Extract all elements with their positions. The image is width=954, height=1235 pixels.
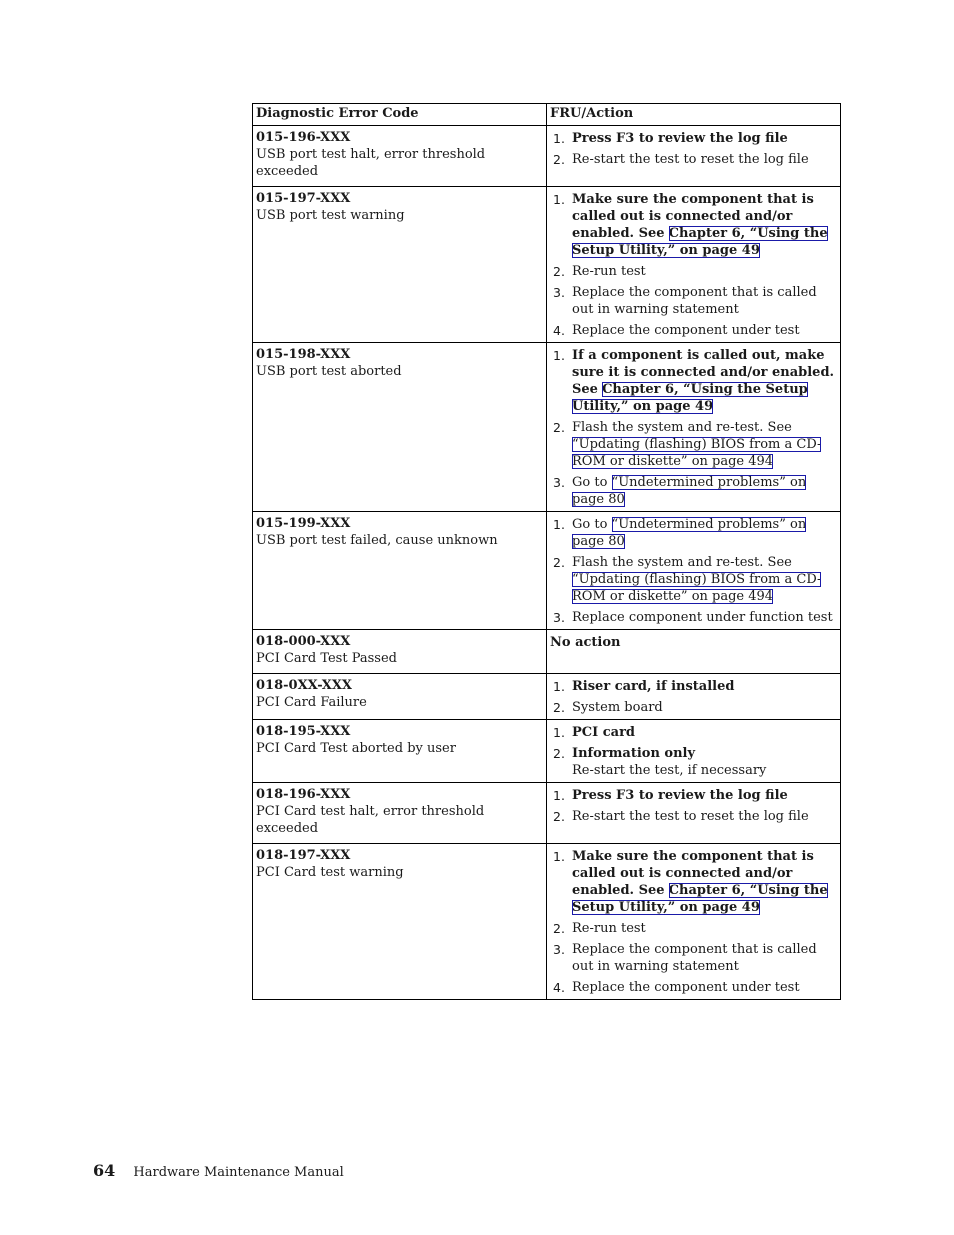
fru-action-cell xyxy=(547,674,841,720)
step-plain-text: Replace the component that is called out in warning statement xyxy=(572,285,817,317)
list-item xyxy=(550,678,836,695)
list-item xyxy=(550,724,836,741)
cross-reference-link[interactable]: Chapter 6, “Using the Setup Utility,” on page 49 xyxy=(572,883,828,915)
step-subtext: Re-start the test, if necessary xyxy=(572,763,767,778)
error-description: PCI Card test halt, error threshold exceeded xyxy=(256,804,485,836)
step-number: 2. xyxy=(553,555,565,570)
step-plain-text: Go to xyxy=(572,475,608,490)
cross-reference-link[interactable]: Chapter 6, “Using the Setup Utility,” on page 49 xyxy=(572,226,828,258)
step-plain-text: Replace the component that is called out in warning statement xyxy=(572,942,817,974)
step-plain-text: Go to xyxy=(572,517,608,532)
step-number: 1. xyxy=(553,517,565,532)
step-bold-text: Make sure the component that is called out is connected and/or enabled. See xyxy=(572,192,814,241)
step-number: 2. xyxy=(553,152,565,167)
step-text xyxy=(572,284,836,318)
page-footer xyxy=(93,1161,344,1180)
step-number: 3. xyxy=(553,610,565,625)
table-row xyxy=(253,783,841,844)
error-description: USB port test warning xyxy=(256,208,405,223)
action-steps xyxy=(550,848,836,996)
step-plain-text: Re-run test xyxy=(572,921,646,936)
error-code-cell xyxy=(253,126,547,187)
error-code: 015-198-XXX xyxy=(256,347,351,362)
error-code-cell xyxy=(253,720,547,783)
step-text xyxy=(572,554,836,605)
step-text xyxy=(572,130,836,147)
step-bold-text: Press F3 to review the log file xyxy=(572,131,788,146)
error-code: 018-000-XXX xyxy=(256,634,351,649)
list-item xyxy=(550,745,836,779)
error-description: USB port test aborted xyxy=(256,364,402,379)
list-item xyxy=(550,263,836,280)
list-item xyxy=(550,419,836,470)
error-description: USB port test halt, error threshold exceeded xyxy=(256,147,486,179)
error-code-cell xyxy=(253,187,547,343)
step-plain-text: Re-start the test to reset the log file xyxy=(572,152,809,167)
error-description: PCI Card test warning xyxy=(256,865,404,880)
error-code-cell xyxy=(253,630,547,674)
fru-action-cell xyxy=(547,126,841,187)
step-bold-text: If a component is called out, make sure it is connected and/or enabled. See xyxy=(572,348,835,397)
table-header-row xyxy=(253,104,841,126)
step-plain-text: Flash the system and re-test. See xyxy=(572,420,792,435)
error-code-cell xyxy=(253,343,547,512)
step-text xyxy=(572,474,836,508)
step-text xyxy=(572,941,836,975)
step-text xyxy=(572,787,836,804)
step-text xyxy=(572,724,836,741)
action-steps xyxy=(550,678,836,716)
table-row xyxy=(253,512,841,630)
step-text xyxy=(572,678,836,695)
cross-reference-link[interactable]: “Updating (flashing) BIOS from a CD-ROM or diskette” on page 494 xyxy=(572,572,822,604)
step-number: 1. xyxy=(553,849,565,864)
list-item xyxy=(550,979,836,996)
step-number: 2. xyxy=(553,746,565,761)
step-number: 4. xyxy=(553,323,565,338)
step-text xyxy=(572,151,836,168)
error-description: PCI Card Test aborted by user xyxy=(256,741,456,756)
step-plain-text: Re-run test xyxy=(572,264,646,279)
fru-action-cell xyxy=(547,630,841,674)
step-bold-text: Information only xyxy=(572,746,696,761)
step-text xyxy=(572,979,836,996)
error-code-cell xyxy=(253,844,547,1000)
table-body xyxy=(253,126,841,1000)
step-plain-text: Replace component under function test xyxy=(572,610,833,625)
list-item xyxy=(550,474,836,508)
error-code: 018-196-XXX xyxy=(256,787,351,802)
error-code: 018-0XX-XXX xyxy=(256,678,352,693)
diagnostic-table xyxy=(252,103,841,1000)
action-steps xyxy=(550,787,836,825)
step-number: 1. xyxy=(553,348,565,363)
error-description: PCI Card Failure xyxy=(256,695,367,710)
step-number: 2. xyxy=(553,420,565,435)
step-bold-text: Make sure the component that is called out is connected and/or enabled. See xyxy=(572,849,814,898)
list-item xyxy=(550,516,836,550)
step-plain-text: System board xyxy=(572,700,663,715)
list-item xyxy=(550,787,836,804)
step-number: 1. xyxy=(553,679,565,694)
step-bold-text: PCI card xyxy=(572,725,636,740)
table-row xyxy=(253,630,841,674)
error-code-cell xyxy=(253,674,547,720)
table-row xyxy=(253,844,841,1000)
action-steps xyxy=(550,516,836,626)
step-number: 2. xyxy=(553,700,565,715)
error-code: 015-197-XXX xyxy=(256,191,351,206)
step-number: 3. xyxy=(553,942,565,957)
list-item xyxy=(550,130,836,147)
step-text xyxy=(572,745,836,779)
action-steps xyxy=(550,130,836,168)
step-number: 1. xyxy=(553,131,565,146)
table-row xyxy=(253,126,841,187)
step-number: 2. xyxy=(553,809,565,824)
step-number: 1. xyxy=(553,788,565,803)
list-item xyxy=(550,808,836,825)
step-text xyxy=(572,263,836,280)
step-number: 4. xyxy=(553,980,565,995)
list-item xyxy=(550,151,836,168)
step-text xyxy=(572,419,836,470)
step-plain-text: Flash the system and re-test. See xyxy=(572,555,792,570)
action-text: No action xyxy=(550,635,621,650)
step-number: 1. xyxy=(553,192,565,207)
step-number: 3. xyxy=(553,475,565,490)
error-code-cell xyxy=(253,512,547,630)
step-text xyxy=(572,347,836,415)
list-item xyxy=(550,941,836,975)
error-description: USB port test failed, cause unknown xyxy=(256,533,498,548)
cross-reference-link[interactable]: Chapter 6, “Using the Setup Utility,” on page 49 xyxy=(572,382,808,414)
step-text xyxy=(572,516,836,550)
table-row xyxy=(253,187,841,343)
step-plain-text: Re-start the test to reset the log file xyxy=(572,809,809,824)
step-text xyxy=(572,609,836,626)
list-item xyxy=(550,699,836,716)
table-row xyxy=(253,674,841,720)
table-row xyxy=(253,720,841,783)
step-text xyxy=(572,699,836,716)
action-steps xyxy=(550,724,836,779)
list-item xyxy=(550,848,836,916)
list-item xyxy=(550,609,836,626)
step-number: 2. xyxy=(553,264,565,279)
column-header-action: FRU/Action xyxy=(547,104,841,126)
action-steps xyxy=(550,191,836,339)
step-text xyxy=(572,191,836,259)
step-text xyxy=(572,808,836,825)
step-number: 3. xyxy=(553,285,565,300)
cross-reference-link[interactable]: “Updating (flashing) BIOS from a CD-ROM or diskette” on page 494 xyxy=(572,437,822,469)
fru-action-cell xyxy=(547,844,841,1000)
cross-reference-link[interactable]: “Undetermined problems” on page 80 xyxy=(572,517,807,549)
step-plain-text: Replace the component under test xyxy=(572,980,800,995)
step-bold-text: Press F3 to review the log file xyxy=(572,788,788,803)
fru-action-cell xyxy=(547,343,841,512)
list-item xyxy=(550,322,836,339)
page-number: 64 xyxy=(93,1161,116,1180)
error-code-cell xyxy=(253,783,547,844)
fru-action-cell xyxy=(547,512,841,630)
step-text xyxy=(572,848,836,916)
list-item xyxy=(550,554,836,605)
action-steps xyxy=(550,347,836,508)
error-code: 018-195-XXX xyxy=(256,724,351,739)
fru-action-cell xyxy=(547,720,841,783)
error-code: 015-199-XXX xyxy=(256,516,351,531)
list-item xyxy=(550,920,836,937)
step-plain-text: Replace the component under test xyxy=(572,323,800,338)
list-item xyxy=(550,347,836,415)
step-bold-text: Riser card, if installed xyxy=(572,679,735,694)
manual-title: Hardware Maintenance Manual xyxy=(133,1165,344,1180)
table-row xyxy=(253,343,841,512)
step-number: 2. xyxy=(553,921,565,936)
error-description: PCI Card Test Passed xyxy=(256,651,397,666)
error-code: 018-197-XXX xyxy=(256,848,351,863)
cross-reference-link[interactable]: “Undetermined problems” on page 80 xyxy=(572,475,807,507)
list-item xyxy=(550,191,836,259)
fru-action-cell xyxy=(547,783,841,844)
fru-action-cell xyxy=(547,187,841,343)
error-code: 015-196-XXX xyxy=(256,130,351,145)
step-number: 1. xyxy=(553,725,565,740)
step-text xyxy=(572,322,836,339)
list-item xyxy=(550,284,836,318)
column-header-code: Diagnostic Error Code xyxy=(253,104,547,126)
step-text xyxy=(572,920,836,937)
